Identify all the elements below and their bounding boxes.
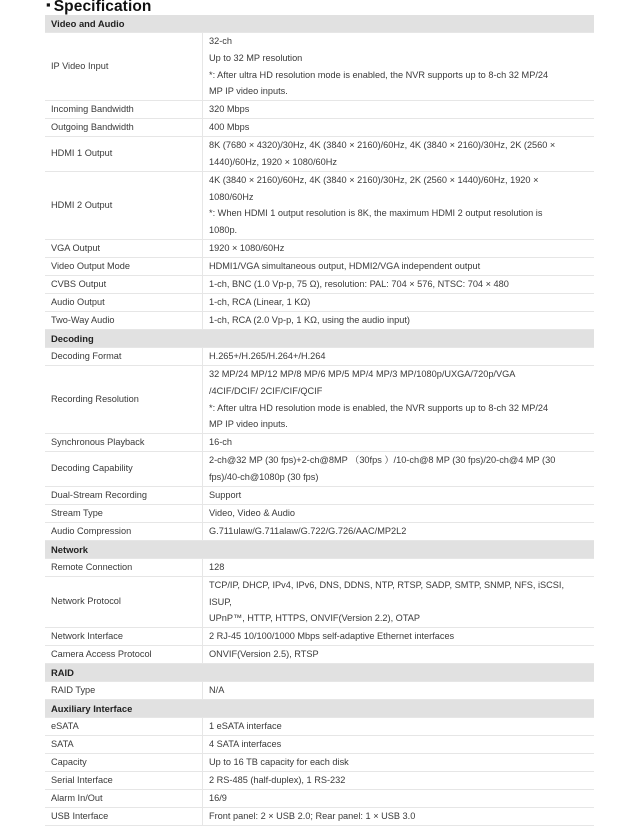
spec-value-line: 1440)/60Hz, 1920 × 1080/60Hz <box>209 156 337 167</box>
spec-label: Alarm In/Out <box>45 790 203 808</box>
spec-value-line: MP IP video inputs. <box>209 86 288 97</box>
spec-value-line: G.711ulaw/G.711alaw/G.722/G.726/AAC/MP2L2 <box>209 525 407 536</box>
spec-value <box>203 171 595 239</box>
spec-value <box>203 646 595 664</box>
spec-value-line: ONVIF(Version 2.5), RTSP <box>209 649 319 660</box>
spec-value <box>203 275 595 293</box>
spec-row <box>45 311 594 329</box>
spec-value-line: 16/9 <box>209 793 227 804</box>
spec-row <box>45 736 594 754</box>
spec-row <box>45 365 594 433</box>
spec-value-line: 1080p. <box>209 225 238 236</box>
spec-value-line: 1-ch, RCA (Linear, 1 KΩ) <box>209 296 311 307</box>
spec-value-line: Front panel: 2 × USB 2.0; Rear panel: 1 × USB 3.0 <box>209 811 416 822</box>
section-header <box>45 664 594 682</box>
spec-value-line: 320 Mbps <box>209 104 250 115</box>
spec-value-line: 400 Mbps <box>209 122 250 133</box>
spec-value <box>203 293 595 311</box>
spec-value-line: 2-ch@32 MP (30 fps)+2-ch@8MP （30fps ）/10-ch@8 MP (30 fps)/20-ch@4 MP (30 <box>209 455 556 466</box>
spec-value-line: 8K (7680 × 4320)/30Hz, 4K (3840 × 2160)/60Hz, 4K (3840 × 2160)/30Hz, 2K (2560 × <box>209 140 556 151</box>
spec-row <box>45 790 594 808</box>
spec-label: Camera Access Protocol <box>45 646 203 664</box>
spec-row <box>45 347 594 365</box>
spec-row <box>45 754 594 772</box>
spec-row <box>45 504 594 522</box>
spec-label: Network Interface <box>45 628 203 646</box>
spec-value-line: fps)/40-ch@1080p (30 fps) <box>209 471 319 482</box>
spec-value <box>203 311 595 329</box>
spec-value <box>203 682 595 700</box>
spec-label: Stream Type <box>45 504 203 522</box>
spec-value <box>203 434 595 452</box>
spec-value <box>203 486 595 504</box>
spec-value <box>203 628 595 646</box>
spec-value-line: *: After ultra HD resolution mode is enabled, the NVR supports up to 8-ch 32 MP/24 <box>209 402 549 413</box>
spec-row <box>45 486 594 504</box>
spec-value <box>203 736 595 754</box>
spec-value-line: 4K (3840 × 2160)/60Hz, 4K (3840 × 2160)/30Hz, 2K (2560 × 1440)/60Hz, 1920 × <box>209 174 539 185</box>
spec-value-line: 32-ch <box>209 36 232 46</box>
spec-row <box>45 101 594 119</box>
spec-label: Two-Way Audio <box>45 311 203 329</box>
spec-value <box>203 522 595 540</box>
spec-row <box>45 257 594 275</box>
spec-row <box>45 293 594 311</box>
spec-label: Synchronous Playback <box>45 434 203 452</box>
spec-row <box>45 522 594 540</box>
spec-label: Dual-Stream Recording <box>45 486 203 504</box>
spec-value <box>203 504 595 522</box>
spec-value-line: 1 eSATA interface <box>209 721 282 732</box>
spec-label: SATA <box>45 736 203 754</box>
spec-value <box>203 452 595 487</box>
section-title: Decoding <box>45 329 594 347</box>
spec-label: RAID Type <box>45 682 203 700</box>
spec-value-line: Video, Video & Audio <box>209 507 295 518</box>
spec-label: eSATA <box>45 718 203 736</box>
spec-value <box>203 137 595 172</box>
spec-row <box>45 646 594 664</box>
spec-row <box>45 137 594 172</box>
section-title: Network <box>45 540 594 558</box>
spec-value <box>203 101 595 119</box>
section-header <box>45 540 594 558</box>
spec-value-line: /4CIF/DCIF/ 2CIF/CIF/QCIF <box>209 385 323 396</box>
spec-value-line: TCP/IP, DHCP, IPv4, IPv6, DNS, DDNS, NTP, RTSP, SADP, SMTP, SNMP, NFS, iSCSI, ISUP, <box>209 579 565 607</box>
page-title-text: Specification <box>53 0 152 15</box>
section-title: Video and Audio <box>45 15 594 33</box>
spec-label: Remote Connection <box>45 558 203 576</box>
spec-label: Network Protocol <box>45 576 203 627</box>
spec-value-line: 128 <box>209 561 225 572</box>
spec-label: Decoding Capability <box>45 452 203 487</box>
spec-label: USB Interface <box>45 808 203 826</box>
spec-value-line: N/A <box>209 685 225 696</box>
spec-value-line: 2 RJ-45 10/100/1000 Mbps self-adaptive Ethernet interfaces <box>209 631 455 642</box>
spec-value <box>203 558 595 576</box>
spec-label: HDMI 1 Output <box>45 137 203 172</box>
spec-label: VGA Output <box>45 239 203 257</box>
spec-value-line: UPnP™, HTTP, HTTPS, ONVIF(Version 2.2), OTAP <box>209 613 421 624</box>
spec-value-line: Up to 16 TB capacity for each disk <box>209 757 349 768</box>
spec-value-line: Up to 32 MP resolution <box>209 52 303 63</box>
spec-value-line: 1-ch, BNC (1.0 Vp-p, 75 Ω), resolution: PAL: 704 × 576, NTSC: 704 × 480 <box>209 278 509 289</box>
spec-row <box>45 576 594 627</box>
spec-value <box>203 808 595 826</box>
spec-row <box>45 558 594 576</box>
spec-row <box>45 808 594 826</box>
spec-value-line: *: When HDMI 1 output resolution is 8K, the maximum HDMI 2 output resolution is <box>209 208 543 219</box>
spec-value-line: 4 SATA interfaces <box>209 739 282 750</box>
spec-value <box>203 33 595 101</box>
spec-label: Capacity <box>45 754 203 772</box>
spec-label: Recording Resolution <box>45 365 203 433</box>
spec-value-line: 1080/60Hz <box>209 191 254 202</box>
spec-value <box>203 257 595 275</box>
spec-label: Outgoing Bandwidth <box>45 119 203 137</box>
spec-value <box>203 790 595 808</box>
spec-row <box>45 452 594 487</box>
spec-value-line: Support <box>209 489 242 500</box>
specification-table <box>45 15 594 826</box>
spec-value <box>203 365 595 433</box>
spec-value-line: *: After ultra HD resolution mode is enabled, the NVR supports up to 8-ch 32 MP/24 <box>209 69 549 80</box>
section-title: Auxiliary Interface <box>45 700 594 718</box>
spec-value-line: MP IP video inputs. <box>209 419 288 430</box>
spec-label: Decoding Format <box>45 347 203 365</box>
spec-value-line: H.265+/H.265/H.264+/H.264 <box>209 350 326 361</box>
spec-row <box>45 119 594 137</box>
spec-value <box>203 119 595 137</box>
section-header <box>45 15 594 33</box>
spec-row <box>45 239 594 257</box>
spec-row <box>45 434 594 452</box>
spec-label: CVBS Output <box>45 275 203 293</box>
spec-value <box>203 718 595 736</box>
spec-value-line: 16-ch <box>209 437 232 448</box>
spec-row <box>45 275 594 293</box>
spec-label: Audio Compression <box>45 522 203 540</box>
spec-row <box>45 718 594 736</box>
spec-value-line: HDMI1/VGA simultaneous output, HDMI2/VGA independent output <box>209 260 481 271</box>
spec-row <box>45 628 594 646</box>
spec-row <box>45 682 594 700</box>
spec-value <box>203 754 595 772</box>
spec-value <box>203 576 595 627</box>
spec-label: IP Video Input <box>45 33 203 101</box>
spec-value-line: 1920 × 1080/60Hz <box>209 242 285 253</box>
spec-value-line: 2 RS-485 (half-duplex), 1 RS-232 <box>209 775 346 786</box>
spec-label: Video Output Mode <box>45 257 203 275</box>
spec-label: Incoming Bandwidth <box>45 101 203 119</box>
spec-value <box>203 239 595 257</box>
spec-value <box>203 347 595 365</box>
spec-label: Audio Output <box>45 293 203 311</box>
section-header <box>45 329 594 347</box>
page-title <box>46 0 152 16</box>
spec-value-line: 32 MP/24 MP/12 MP/8 MP/6 MP/5 MP/4 MP/3 MP/1080p/UXGA/720p/VGA <box>209 368 516 379</box>
spec-value-line: 1-ch, RCA (2.0 Vp-p, 1 KΩ, using the audio input) <box>209 314 410 325</box>
spec-row <box>45 33 594 101</box>
bullet-icon: ▪ <box>46 0 51 12</box>
spec-label: HDMI 2 Output <box>45 171 203 239</box>
spec-row <box>45 171 594 239</box>
section-header <box>45 700 594 718</box>
section-title: RAID <box>45 664 594 682</box>
spec-label: Serial Interface <box>45 772 203 790</box>
